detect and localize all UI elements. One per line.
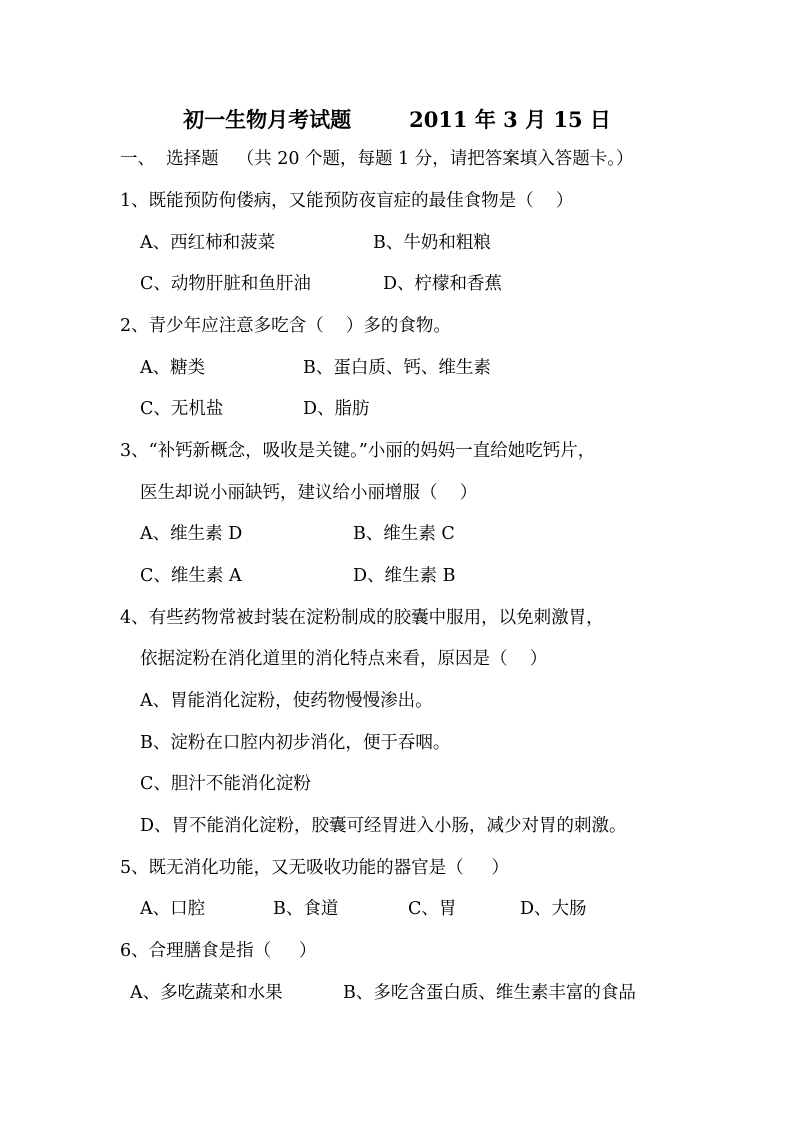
question-4-option-d: D、胃不能消化淀粉，胶囊可经胃进入小肠，减少对胃的刺激。 [140, 816, 627, 836]
question-5-option-d: D、大肠 [520, 899, 587, 919]
question-1-option-a: A、西红柿和菠菜 [140, 233, 276, 253]
question-4-stem-line-1: 4、有些药物常被封装在淀粉制成的胶囊中服用，以免刺激胃， [120, 608, 604, 628]
question-5-option-b: B、食道 [273, 899, 339, 919]
question-3-option-c: C、维生素 A [140, 566, 242, 586]
question-2-stem: 2、青少年应注意多吃含（ ）多的食物。 [120, 316, 451, 336]
question-6-option-a: A、多吃蔬菜和水果 [130, 983, 283, 1003]
question-3-stem-line-1: 3、“补钙新概念，吸收是关键。”小丽的妈妈一直给她吃钙片， [120, 441, 596, 461]
question-4-option-c: C、胆汁不能消化淀粉 [140, 774, 311, 794]
question-2-option-c: C、无机盐 [140, 399, 224, 419]
question-3-stem-line-2: 医生却说小丽缺钙，建议给小丽增服（ ） [140, 483, 478, 503]
question-3-option-a: A、维生素 D [140, 524, 243, 544]
question-4-option-b: B、淀粉在口腔内初步消化，便于吞咽。 [140, 733, 451, 753]
question-4-stem-line-2: 依据淀粉在消化道里的消化特点来看，原因是（ ） [140, 649, 548, 669]
question-3-option-b: B、维生素 C [353, 524, 455, 544]
section-label: 一、 选择题 [120, 149, 219, 169]
question-1-option-c: C、动物肝脏和鱼肝油 [140, 274, 311, 294]
question-1-stem: 1、既能预防佝偻病，又能预防夜盲症的最佳食物是（ ） [120, 191, 574, 211]
question-2-option-a: A、糖类 [140, 358, 206, 378]
title-text: 初一生物月考试题 [183, 107, 352, 132]
question-1-option-d: D、柠檬和香蕉 [383, 274, 503, 294]
question-4-option-a: A、胃能消化淀粉，使药物慢慢渗出。 [140, 691, 433, 711]
exam-date: 2011 年 3 月 15 日 [409, 107, 611, 132]
question-2-option-d: D、脂肪 [303, 399, 370, 419]
question-3-option-d: D、维生素 B [353, 566, 456, 586]
question-6-option-b: B、多吃含蛋白质、维生素丰富的食品 [343, 983, 636, 1003]
question-5-option-a: A、口腔 [140, 899, 206, 919]
exam-title [0, 104, 794, 134]
question-2-option-b: B、蛋白质、钙、维生素 [303, 358, 491, 378]
section-instruction: （共 20 个题，每题 1 分，请把答案填入答题卡。） [236, 149, 634, 169]
question-5-stem: 5、既无消化功能，又无吸收功能的器官是（ ） [120, 858, 509, 878]
question-5-option-c: C、胃 [408, 899, 457, 919]
question-1-option-b: B、牛奶和粗粮 [373, 233, 491, 253]
section-heading [120, 147, 634, 171]
question-6-stem: 6、合理膳食是指（ ） [120, 941, 317, 961]
